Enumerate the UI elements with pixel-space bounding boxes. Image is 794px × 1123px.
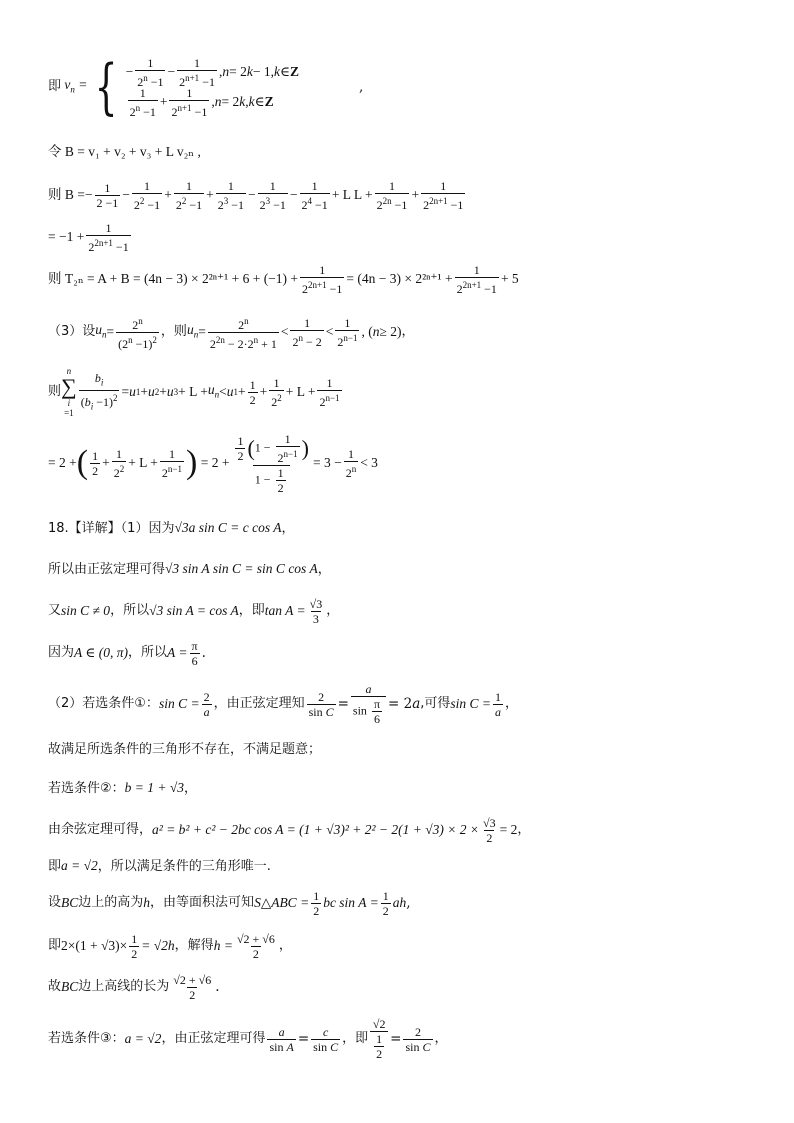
area-text2: ，由等面积法可知 — [150, 895, 255, 910]
vn-definition — [48, 52, 363, 122]
h-rhs: = √2h — [141, 938, 175, 953]
line-B-expand: 则 B = − $\frac{1}{2 -1}$ − $\frac{1}{2^2 -1}$ + $\frac{1}{2^2 -1}$ + $\frac{1}{2^3 -1}$ − $\frac{1}{2^3 -1}$ − $\frac{1}{2^4 -1}$ + L L + $\frac{1}{2^{2n} -1}$ + $\frac{1}{2^{2n+1} -1}$ — [48, 178, 464, 212]
a-eq: A = — [167, 645, 188, 660]
line-a-value — [48, 856, 271, 877]
t2n-a: 则 T₂ₙ = A + B = (4n − 3) × 2²ⁿ⁺¹ + 6 + (−1) + — [48, 271, 299, 286]
cos-eq: a² = b² + c² − 2bc cos A = (1 + √3)² + 2² − 2(1 + √3) × 2 × — [152, 822, 480, 837]
cond3-text: ，由正弦定理可得 — [161, 1031, 266, 1046]
t2n-b: = (4n − 3) × 2²ⁿ⁺¹ + — [346, 271, 453, 286]
cond1-sinC2: sin C = — [450, 696, 492, 711]
line-B-result: = −1 + $\frac{1}{2^{2n+1} -1}$ — [48, 220, 129, 254]
cond1-label: （2）若选条件①： — [48, 696, 159, 711]
cond1-comma: ， — [505, 696, 519, 711]
a-suoyi: ，所以 — [128, 645, 168, 660]
tan-ji: ，即 — [238, 603, 265, 618]
sine-law-eq: √3 sin A sin C = sin C cos A — [165, 561, 318, 576]
cond2-b: b = 1 + √3 — [124, 780, 185, 795]
a-period: . — [201, 645, 206, 661]
area-comma: , — [406, 895, 411, 911]
q18-eq: √3a sin C = c cos A — [174, 520, 282, 535]
area-bcsin: bc sin A = — [323, 895, 379, 910]
sine-law-text: 所以由正弦定理可得 — [48, 562, 166, 577]
line-tanA: 又 sin C ≠ 0 ，所以 √3 sin A = cos A ，即 tan A = $\frac{√3}{3}$ ， — [48, 596, 340, 626]
cos-comma: ， — [517, 822, 531, 837]
part3-then: ，则 — [160, 324, 187, 339]
brace: { — [95, 52, 118, 122]
tanA-eq: tan A = — [264, 603, 306, 618]
line-cond3: 若选条件③： a = √2 ，由正弦定理可得 $\frac{a}{\text{sin A}}$ = $\frac{c}{\text{sin C}}$ ，即 $\frac{√2}{\frac{1}{2}}$ = $\frac{2}{\text{sin C}}$ ， — [48, 1017, 448, 1061]
cond3-ji: ，即 — [342, 1031, 369, 1046]
cos-text: 由余弦定理可得， — [48, 822, 153, 837]
line-height-result: 故 BC 边上高线的长为 $\frac{√2 + √6}{2}$ . — [48, 972, 220, 1002]
part3-comma: ， — [401, 324, 415, 339]
a-yinwei: 因为 — [48, 645, 75, 660]
cond3-label: 若选条件③： — [48, 1031, 125, 1046]
cond3-a: a = √2 — [124, 1031, 162, 1046]
hr-bc: BC — [61, 979, 79, 994]
area-text1: 边上的高为 — [78, 895, 144, 910]
line-B-def: 令 B = v₁ + v₂ + v₃ + L v₂ₙ , — [48, 144, 201, 159]
h-jiede: ，解得 — [174, 938, 214, 953]
vn-symbol: $v_n$ = — [61, 76, 88, 95]
line-T2n: 则 T₂ₙ = A + B = (4n − 3) × 2²ⁿ⁺¹ + 6 + (−1) + $\frac{1}{2^{2n+1} -1}$ = (4n − 3) × 2²ⁿ⁺¹ + $\frac{1}{2^{2n+1} -1}$ + 5 — [48, 262, 519, 296]
b-expand-prefix: 则 B = — [48, 187, 85, 202]
sigma-icon: n ∑ i =1 — [61, 366, 77, 418]
a-range: A ∈ (0, π) — [74, 645, 129, 660]
t2n-c: + 5 — [500, 271, 519, 286]
text-ji: 即 — [48, 79, 62, 94]
a-val-ji: 即 — [48, 859, 62, 874]
q18-comma: ， — [281, 521, 295, 536]
a-val-eq: a = √2 — [61, 858, 98, 873]
sinC-nonzero: sin C ≠ 0 — [61, 603, 111, 618]
cond2-comma: ， — [184, 781, 198, 796]
line-cond1: （2）若选条件①： sin C = $\frac{2}{a}$ ，由正弦定理知 $\frac{2}{\text{sin C}}$ = a sin $\frac{\pi}{6}$ = 2 a ,可得 sin C = $\frac{1}{a}$ ， — [48, 682, 519, 726]
line-not-exist: 故满足所选条件的三角形不存在，不满足题意； — [48, 742, 322, 757]
sine-law-comma: ， — [317, 562, 331, 577]
sqrt3-sinA: √3 sin A = cos A — [149, 603, 239, 618]
comma: , — [358, 79, 364, 95]
line-sum-result: = 2 + ( $\frac{1}{2}$ + $\frac{1}{2^2}$ + L + $\frac{1}{2^{n-1}}$ ) = 2 + $\frac{1}{2}$ (1 − $\frac{1}{2^{n-1}}$ ) 1 − $\frac{1}{2}$ = 3 − $\frac{1}{2^n}$ < 3 — [48, 431, 378, 495]
cond2-label: 若选条件②： — [48, 781, 125, 796]
area-S: S△ABC = — [254, 895, 310, 910]
area-bc: BC — [61, 895, 79, 910]
line-h-solve: 即 2×(1 + √3)× $\frac{1}{2}$ = √2h ，解得 h = $\frac{√2 + √6}{2}$ ， — [48, 931, 292, 961]
line-sine-law — [48, 559, 331, 580]
hr-gu: 故 — [48, 979, 62, 994]
line-part3: （3）设 $u_n$ = $\frac{2^n}{(2^n -1)^2}$ ，则 $u_n$ = $\frac{2^n}{2^{2n} - 2\cdot 2^n + 1}$ < $\frac{1}{2^n - 2}$ < $\frac{1}{2^{n-1}}$ , ( n ≥ 2) ， — [48, 315, 415, 351]
cond1-text: ，由正弦定理知 — [213, 696, 305, 711]
cases: − $\frac{1}{2^n -1}$ − $\frac{1}{2^{n+1} -1}$ , n = 2 k − 1, k ∈ Z $\frac{1}{2^n -1}$ + $\frac{1}{2^{n+1} -1}$ , n = 2 k , k ∈ Z — [125, 55, 299, 119]
tan-suoyi: ，所以 — [110, 603, 150, 618]
cond1-sinC: sin C = — [158, 696, 200, 711]
line-cosine-law: 由余弦定理可得， a² = b² + c² − 2bc cos A = (1 + √3)² + 2² − 2(1 + √3) × 2 × $\frac{√3}{2}$ = 2 ， — [48, 815, 531, 845]
line-area: 设 BC 边上的高为 h ，由等面积法可知 S△ABC = $\frac{1}{2}$ bc sin A = $\frac{1}{2}$ ah , — [48, 888, 411, 918]
line-cond2 — [48, 778, 197, 799]
line-sum: 则 n ∑ i =1 $\frac{b_i}{(b_i -1)^2}$ = u 1 + u 2 + u 3 + L + $u_n$ < u 1 + $\frac{1}{2}$ + $\frac{1}{2^2}$ + L + $\frac{1}{2^{n-1}}$ — [48, 366, 340, 418]
area-h: h — [143, 895, 151, 910]
cond3-comma: ， — [434, 1031, 448, 1046]
line-A-value: 因为 A ∈ (0, π) ，所以 A = $\frac{\pi}{6}$ . — [48, 638, 206, 668]
h-ji: 即 — [48, 938, 62, 953]
line-18 — [48, 518, 295, 539]
a-val-text: ，所以满足条件的三角形唯一. — [97, 859, 271, 874]
h-lhs: 2×(1 + √3)× — [61, 938, 128, 953]
hr-text: 边上高线的长为 — [78, 979, 170, 994]
b-result-prefix: = −1 + — [48, 229, 85, 244]
sum-label: 则 — [48, 384, 62, 399]
part3-label: （3）设 — [48, 324, 96, 339]
cond1-kede: ,可得 — [420, 696, 451, 711]
h-comma: ， — [278, 938, 292, 953]
q18-label: 18.【详解】（1）因为 — [48, 521, 175, 536]
sum-result-prefix: = 2 + — [48, 455, 77, 470]
cos-result: = 2 — [499, 822, 518, 837]
tan-comma: ， — [326, 603, 340, 618]
area-ah: ah — [392, 895, 407, 910]
h-eq: h = — [213, 938, 233, 953]
tan-you: 又 — [48, 603, 62, 618]
hr-period: . — [215, 979, 220, 995]
area-she: 设 — [48, 895, 62, 910]
